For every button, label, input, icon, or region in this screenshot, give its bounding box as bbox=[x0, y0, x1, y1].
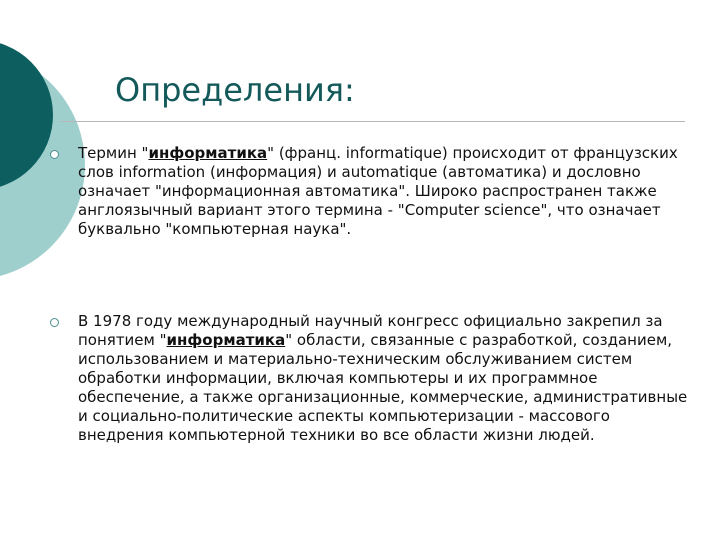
term-informatika: информатика bbox=[166, 331, 286, 349]
title-divider bbox=[60, 121, 685, 122]
bullet-text bbox=[78, 312, 690, 445]
hollow-circle-bullet-icon bbox=[50, 318, 59, 327]
bullet-text-before: Термин " bbox=[78, 144, 149, 162]
bullet-text-before: В 1978 году международный научный конгресс официально закрепил за понятием " bbox=[78, 312, 663, 349]
slide-title: Определения: bbox=[115, 71, 355, 109]
bullet-text-after: " (франц. informatique) происходит от французских слов information (информация) и automatique (автоматика) и дословно означает "информационная автоматика". Широко распространен также англоязычный вариант этого термина - "Computer science", что означает буквально "компьютерная наука". bbox=[78, 144, 678, 238]
hollow-circle-bullet-icon bbox=[50, 150, 59, 159]
term-informatika: информатика bbox=[148, 144, 268, 162]
bullet-text-after: " области, связанные с разработкой, созданием, использованием и материально-техническим обслуживанием систем обработки информации, включая компьютеры и их программное обеспечение, а также организационные, коммерческие, административные и социально-политические аспекты компьютеризации - массового внедрения компьютерной техники во все области жизни людей. bbox=[78, 331, 688, 444]
bullet-text bbox=[78, 144, 690, 239]
